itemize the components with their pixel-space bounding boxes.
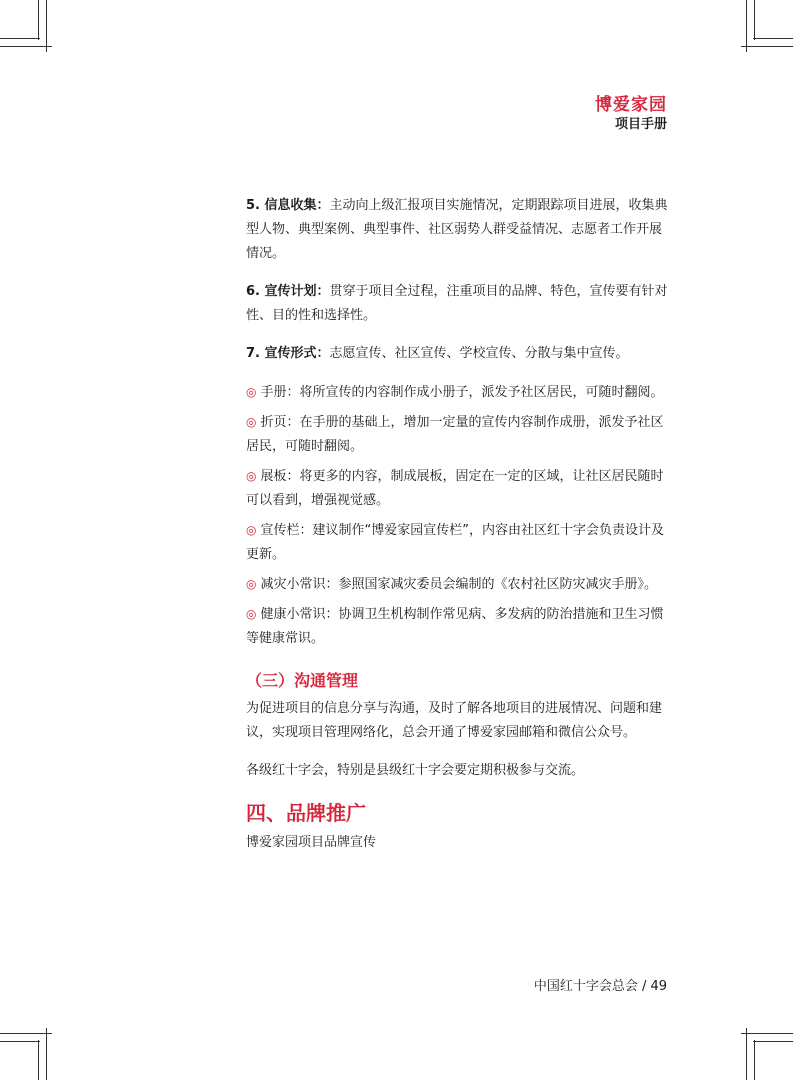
bullet-icon: ◎ <box>246 469 257 483</box>
crop-mark <box>754 1040 755 1080</box>
paragraph-text: 贯穿于项目全过程，注重项目的品牌、特色，宣传要有针对性、目的性和选择性。 <box>246 284 668 323</box>
paragraph-info-collection <box>246 194 670 266</box>
crop-mark <box>38 1040 39 1080</box>
section-heading-communication: （三）沟通管理 <box>246 671 359 690</box>
paragraph-label: 7. 宣传形式： <box>246 346 330 361</box>
header-title: 博爱家园 <box>595 95 667 115</box>
list-item-text: 健康小常识：协调卫生机构制作常见病、多发病的防治措施和卫生习惯等健康常识。 <box>246 607 664 646</box>
crop-mark <box>0 46 52 47</box>
page-footer: 中国红十字会总会 / 49 <box>533 979 667 994</box>
bullet-icon: ◎ <box>246 385 257 399</box>
list-item-text: 手册：将所宣传的内容制作成小册子，派发予社区居民，可随时翻阅。 <box>260 385 664 400</box>
crop-mark <box>754 0 755 40</box>
bullet-icon: ◎ <box>246 523 257 537</box>
paragraph-text: 志愿宣传、社区宣传、学校宣传、分散与集中宣传。 <box>329 346 629 361</box>
header-subtitle: 项目手册 <box>614 117 667 132</box>
page-content <box>246 194 670 869</box>
crop-mark <box>46 1028 47 1080</box>
paragraph-brand: 博爱家园项目品牌宣传 <box>246 835 377 850</box>
paragraph-text: 主动向上级汇报项目实施情况，定期跟踪项目进展，收集典型人物、典型案例、典型事件、社区弱势人群受益情况、志愿者工作开展情况。 <box>246 198 668 261</box>
paragraph-publicity-forms <box>246 342 670 366</box>
list-item-text: 宣传栏：建议制作“博爱家园宣传栏”，内容由社区红十字会负责设计及更新。 <box>246 523 664 562</box>
list-item <box>246 464 670 513</box>
paragraph-communication: 为促进项目的信息分享与沟通，及时了解各地项目的进展情况、问题和建议，实现项目管理网络化，总会开通了博爱家园邮箱和微信公众号。 <box>246 701 663 740</box>
paragraph-label: 5. 信息收集： <box>246 198 330 213</box>
paragraph-communication: 各级红十字会，特别是县级红十字会要定期积极参与交流。 <box>246 763 585 778</box>
crop-mark <box>753 1041 793 1042</box>
crop-mark <box>46 0 47 52</box>
bullet-icon: ◎ <box>246 577 257 591</box>
crop-mark <box>0 38 40 39</box>
bullet-icon: ◎ <box>246 607 257 621</box>
crop-mark <box>38 0 39 40</box>
list-item <box>246 380 670 405</box>
bullet-icon: ◎ <box>246 415 257 429</box>
crop-mark <box>741 46 793 47</box>
list-item <box>246 572 670 597</box>
list-item <box>246 602 670 651</box>
crop-mark <box>746 1028 747 1080</box>
paragraph-publicity-plan <box>246 280 670 328</box>
crop-mark <box>0 1033 52 1034</box>
section-heading-brand: 四、品牌推广 <box>246 801 366 825</box>
list-item <box>246 410 670 459</box>
paragraph-label: 6. 宣传计划： <box>246 284 330 299</box>
list-item-text: 展板：将更多的内容，制成展板，固定在一定的区域，让社区居民随时可以看到，增强视觉感。 <box>246 469 664 508</box>
list-item-text: 减灾小常识：参照国家减灾委员会编制的《农村社区防灾减灾手册》。 <box>260 577 657 592</box>
crop-mark <box>753 38 793 39</box>
crop-mark <box>746 0 747 52</box>
list-item-text: 折页：在手册的基础上，增加一定量的宣传内容制作成册，派发予社区居民，可随时翻阅。 <box>246 415 664 454</box>
list-item <box>246 518 670 567</box>
running-header <box>595 94 667 134</box>
crop-mark <box>0 1041 40 1042</box>
crop-mark <box>741 1033 793 1034</box>
